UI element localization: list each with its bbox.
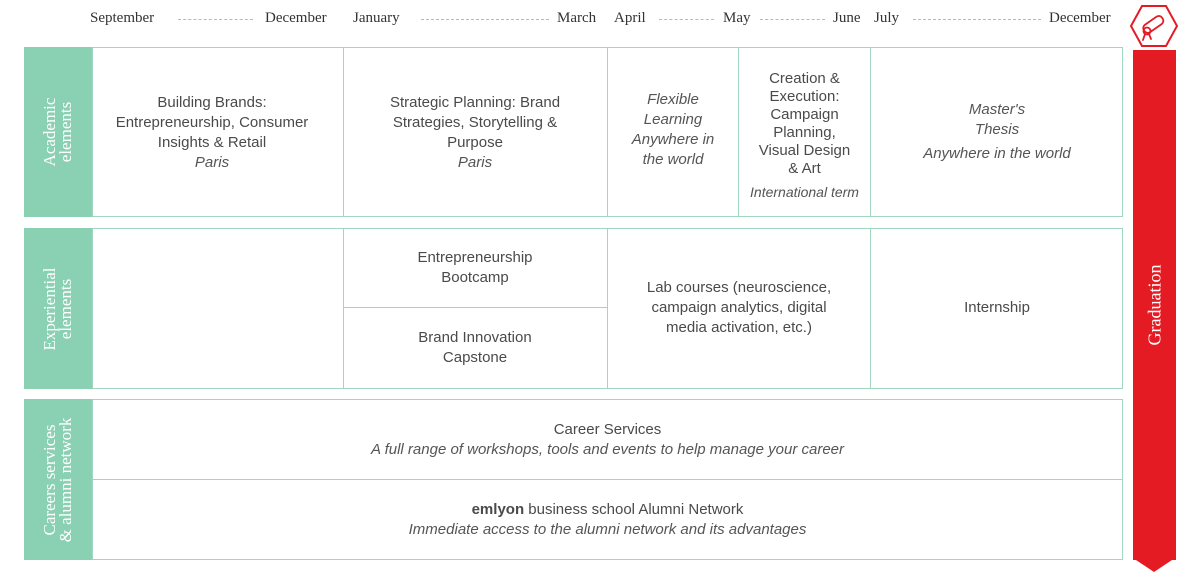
alumni-network-description: Immediate access to the alumni network and its advantages bbox=[408, 521, 807, 538]
bootcamp-label: Entrepreneurship Bootcamp bbox=[417, 249, 533, 286]
section-label-line: Careers services bbox=[40, 424, 59, 535]
timeline-dash bbox=[421, 19, 549, 20]
academic-sidebar bbox=[24, 47, 92, 217]
timeline-dash bbox=[659, 19, 714, 20]
month-label: June bbox=[833, 10, 861, 26]
month-label: September bbox=[90, 10, 155, 26]
divider bbox=[607, 47, 608, 217]
course-location: Paris bbox=[194, 154, 230, 171]
divider bbox=[343, 307, 607, 308]
course-thesis bbox=[875, 96, 1119, 168]
month-label: March bbox=[557, 10, 597, 26]
capstone-label: Brand Innovation Capstone bbox=[418, 329, 532, 366]
course-location: Anywhere in the world bbox=[923, 145, 1071, 162]
course-creation-execution bbox=[742, 66, 867, 206]
graduation-label: Graduation bbox=[1144, 264, 1164, 346]
careers-sidebar bbox=[24, 399, 92, 560]
section-label-line: elements bbox=[56, 278, 75, 339]
course-title: Creation & Execution: Campaign Planning, Visual Design & Art bbox=[758, 70, 851, 177]
diploma-icon bbox=[1130, 4, 1178, 48]
month-label: December bbox=[1049, 10, 1111, 26]
course-title: Building Brands: Entrepreneurship, Consumer Insights & Retail bbox=[115, 94, 309, 151]
careers-section-label bbox=[42, 417, 74, 542]
timeline-dash bbox=[913, 19, 1041, 20]
alumni-network-title bbox=[472, 500, 744, 520]
course-title: Strategic Planning: Brand Strategies, Storytelling & Purpose bbox=[389, 94, 561, 151]
lab-courses-cell bbox=[636, 262, 842, 354]
course-location: International term bbox=[750, 184, 859, 200]
month-label: December bbox=[265, 10, 327, 26]
month-label: April bbox=[614, 10, 646, 26]
timeline-dash bbox=[760, 19, 825, 20]
career-services-title: Career Services bbox=[553, 421, 662, 438]
alumni-network-cell bbox=[100, 494, 1115, 546]
career-services-cell bbox=[100, 414, 1115, 466]
course-flexible-learning bbox=[612, 84, 734, 176]
lab-courses-label: Lab courses (neuroscience, campaign analytics, digital media activation, etc.) bbox=[646, 279, 832, 336]
experiential-sidebar bbox=[24, 228, 92, 389]
course-location: Paris bbox=[457, 154, 493, 171]
capstone-cell bbox=[395, 320, 555, 376]
divider bbox=[607, 228, 608, 389]
section-label-line: Experiential bbox=[40, 266, 59, 351]
section-label-line: elements bbox=[56, 101, 75, 163]
month-label: July bbox=[874, 10, 900, 26]
divider bbox=[738, 47, 739, 217]
divider bbox=[343, 228, 344, 389]
section-label-line: Academic bbox=[40, 97, 59, 167]
course-strategic-planning bbox=[375, 89, 575, 177]
career-services-description: A full range of workshops, tools and events to help manage your career bbox=[370, 441, 845, 458]
section-label-line: & alumni network bbox=[56, 417, 75, 542]
timeline-dash bbox=[178, 19, 253, 20]
course-location: Anywhere in the world bbox=[631, 131, 715, 168]
graduation-bar bbox=[1133, 50, 1176, 560]
experiential-section-label bbox=[42, 267, 74, 350]
alumni-brand: emlyon bbox=[471, 501, 525, 518]
course-building-brands bbox=[100, 89, 324, 177]
month-label: May bbox=[723, 10, 751, 26]
month-label: January bbox=[353, 10, 400, 26]
alumni-title-text: business school Alumni Network bbox=[528, 501, 744, 518]
academic-section-label bbox=[42, 98, 74, 167]
bootcamp-cell bbox=[395, 240, 555, 296]
internship-label: Internship bbox=[964, 299, 1030, 316]
internship-cell bbox=[875, 290, 1119, 326]
divider bbox=[343, 47, 344, 217]
divider bbox=[870, 228, 871, 389]
course-title: Flexible Learning bbox=[643, 91, 703, 128]
divider bbox=[92, 479, 1123, 480]
divider bbox=[870, 47, 871, 217]
graduation-arrow-tip bbox=[1133, 558, 1175, 572]
course-title: Master's Thesis bbox=[968, 101, 1026, 138]
